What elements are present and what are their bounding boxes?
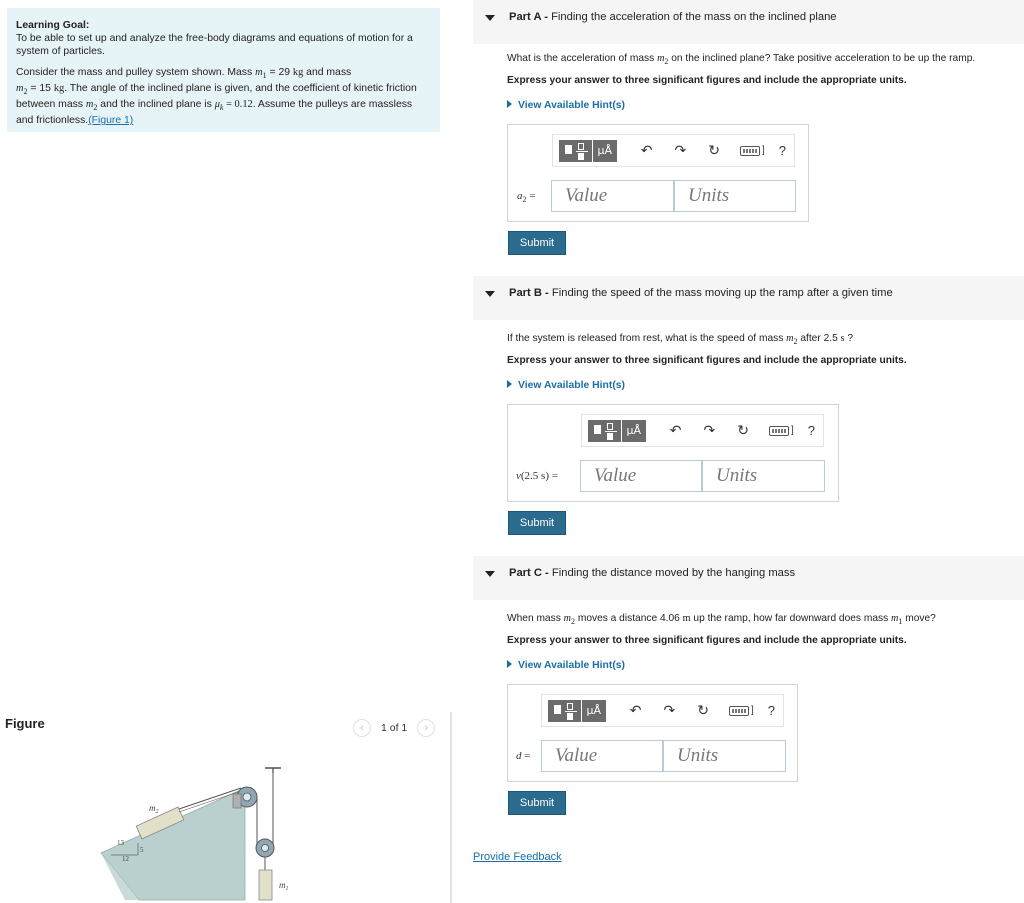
part-c-toolbar: [541, 694, 784, 727]
caret-right-icon: [507, 100, 512, 108]
part-b-hint-link[interactable]: View Available Hint(s): [507, 380, 625, 391]
pulley-system-figure: [95, 760, 325, 903]
undo-icon[interactable]: ↶: [629, 702, 642, 719]
part-a-question: What is the acceleration of mass $m_2$ on the inclined plane? Take positive acceleration to be up the ramp.: [507, 53, 976, 67]
part-b-submit-button[interactable]: Submit: [508, 511, 566, 535]
chevron-right-icon[interactable]: ›: [417, 719, 435, 737]
learning-goal-text: To be able to set up and analyze the free-body diagrams and equations of motion for a system of particles.: [16, 33, 413, 57]
figure-pager: [353, 719, 435, 737]
part-c-eq-label: d =: [516, 750, 531, 762]
slope-label-hyp: 13: [117, 839, 124, 847]
part-c-value-input[interactable]: Value: [541, 740, 663, 772]
reset-icon[interactable]: ↻: [697, 702, 709, 719]
figure-page-count: 1 of 1: [381, 722, 408, 734]
help-icon[interactable]: ?: [778, 143, 786, 158]
part-b-title: Part B - Finding the speed of the mass moving up the ramp after a given time: [509, 287, 893, 299]
slope-label-adj: 12: [122, 855, 129, 863]
part-b-header[interactable]: [473, 276, 1024, 320]
part-a-value-input[interactable]: Value: [551, 180, 674, 212]
problem-statement: Consider the mass and pulley system shown. Mass $m_1 = 29$ kg and mass $m_2 = 15$ kg. The angle of the inclined plane is given, and the coefficient of kinetic friction between mass $m_2$ and the inclined plane is $\mu_k = 0.12$. Assume the pulleys are massless and frictionless.(Figure 1): [16, 67, 417, 127]
help-icon[interactable]: ?: [767, 703, 775, 718]
keyboard-icon[interactable]: ]: [729, 705, 754, 716]
part-a-hint-link[interactable]: View Available Hint(s): [507, 100, 625, 111]
fraction-template-icon[interactable]: [559, 140, 592, 162]
undo-icon[interactable]: ↶: [640, 142, 653, 159]
part-b-value-input[interactable]: Value: [580, 460, 702, 492]
figure-title: Figure: [5, 716, 45, 731]
redo-icon[interactable]: ↷: [703, 422, 716, 439]
reset-icon[interactable]: ↻: [708, 142, 720, 159]
label-m2: $m_2$: [149, 803, 159, 815]
keyboard-icon[interactable]: ]: [740, 145, 765, 156]
units-button[interactable]: μÅ: [622, 420, 646, 442]
learning-goal-heading: Learning Goal:: [16, 20, 90, 31]
fraction-template-icon[interactable]: [548, 700, 581, 722]
part-b-question: If the system is released from rest, what is the speed of mass $m_2$ after 2.5 s ?: [507, 333, 854, 347]
caret-right-icon: [507, 380, 512, 388]
part-a-units-input[interactable]: Units: [674, 180, 796, 212]
part-a-header[interactable]: [473, 0, 1024, 44]
part-a-eq-label: $a_2$ =: [517, 190, 536, 205]
figure-1-link[interactable]: (Figure 1): [88, 115, 134, 127]
slope-label-opp: 5: [140, 846, 144, 854]
keyboard-icon[interactable]: ]: [769, 425, 794, 436]
column-divider: [450, 712, 452, 903]
part-c-instruction: Express your answer to three significant figures and include the appropriate units.: [507, 635, 907, 646]
label-m1: $m_1$: [279, 880, 289, 892]
collapse-triangle-icon[interactable]: [485, 15, 495, 21]
reset-icon[interactable]: ↻: [737, 422, 749, 439]
part-c-header[interactable]: [473, 556, 1024, 600]
block-m1: [259, 870, 272, 900]
part-a-instruction: Express your answer to three significant figures and include the appropriate units.: [507, 75, 907, 86]
redo-icon[interactable]: ↷: [663, 702, 676, 719]
part-c-question: When mass $m_2$ moves a distance 4.06 m up the ramp, how far downward does mass $m_1$ move?: [507, 613, 936, 627]
fraction-template-icon[interactable]: [588, 420, 621, 442]
undo-icon[interactable]: ↶: [669, 422, 682, 439]
part-a-title: Part A - Finding the acceleration of the mass on the inclined plane: [509, 11, 837, 23]
part-b-instruction: Express your answer to three significant figures and include the appropriate units.: [507, 355, 907, 366]
collapse-triangle-icon[interactable]: [485, 291, 495, 297]
part-b-eq-label: v(2.5 s) =: [516, 470, 558, 482]
units-button[interactable]: μÅ: [582, 700, 606, 722]
redo-icon[interactable]: ↷: [674, 142, 687, 159]
chevron-left-icon[interactable]: ‹: [353, 719, 371, 737]
caret-right-icon: [507, 660, 512, 668]
help-icon[interactable]: ?: [807, 423, 815, 438]
part-c-hint-link[interactable]: View Available Hint(s): [507, 660, 625, 671]
part-c-submit-button[interactable]: Submit: [508, 791, 566, 815]
part-c-title: Part C - Finding the distance moved by the hanging mass: [509, 567, 796, 579]
part-a-submit-button[interactable]: Submit: [508, 231, 566, 255]
learning-goal-panel: [7, 8, 440, 132]
part-b-units-input[interactable]: Units: [702, 460, 825, 492]
part-a-toolbar: [552, 134, 795, 167]
provide-feedback-link[interactable]: Provide Feedback: [473, 851, 562, 863]
part-c-units-input[interactable]: Units: [663, 740, 786, 772]
units-button[interactable]: μÅ: [593, 140, 617, 162]
collapse-triangle-icon[interactable]: [485, 571, 495, 577]
part-b-toolbar: [581, 414, 824, 447]
